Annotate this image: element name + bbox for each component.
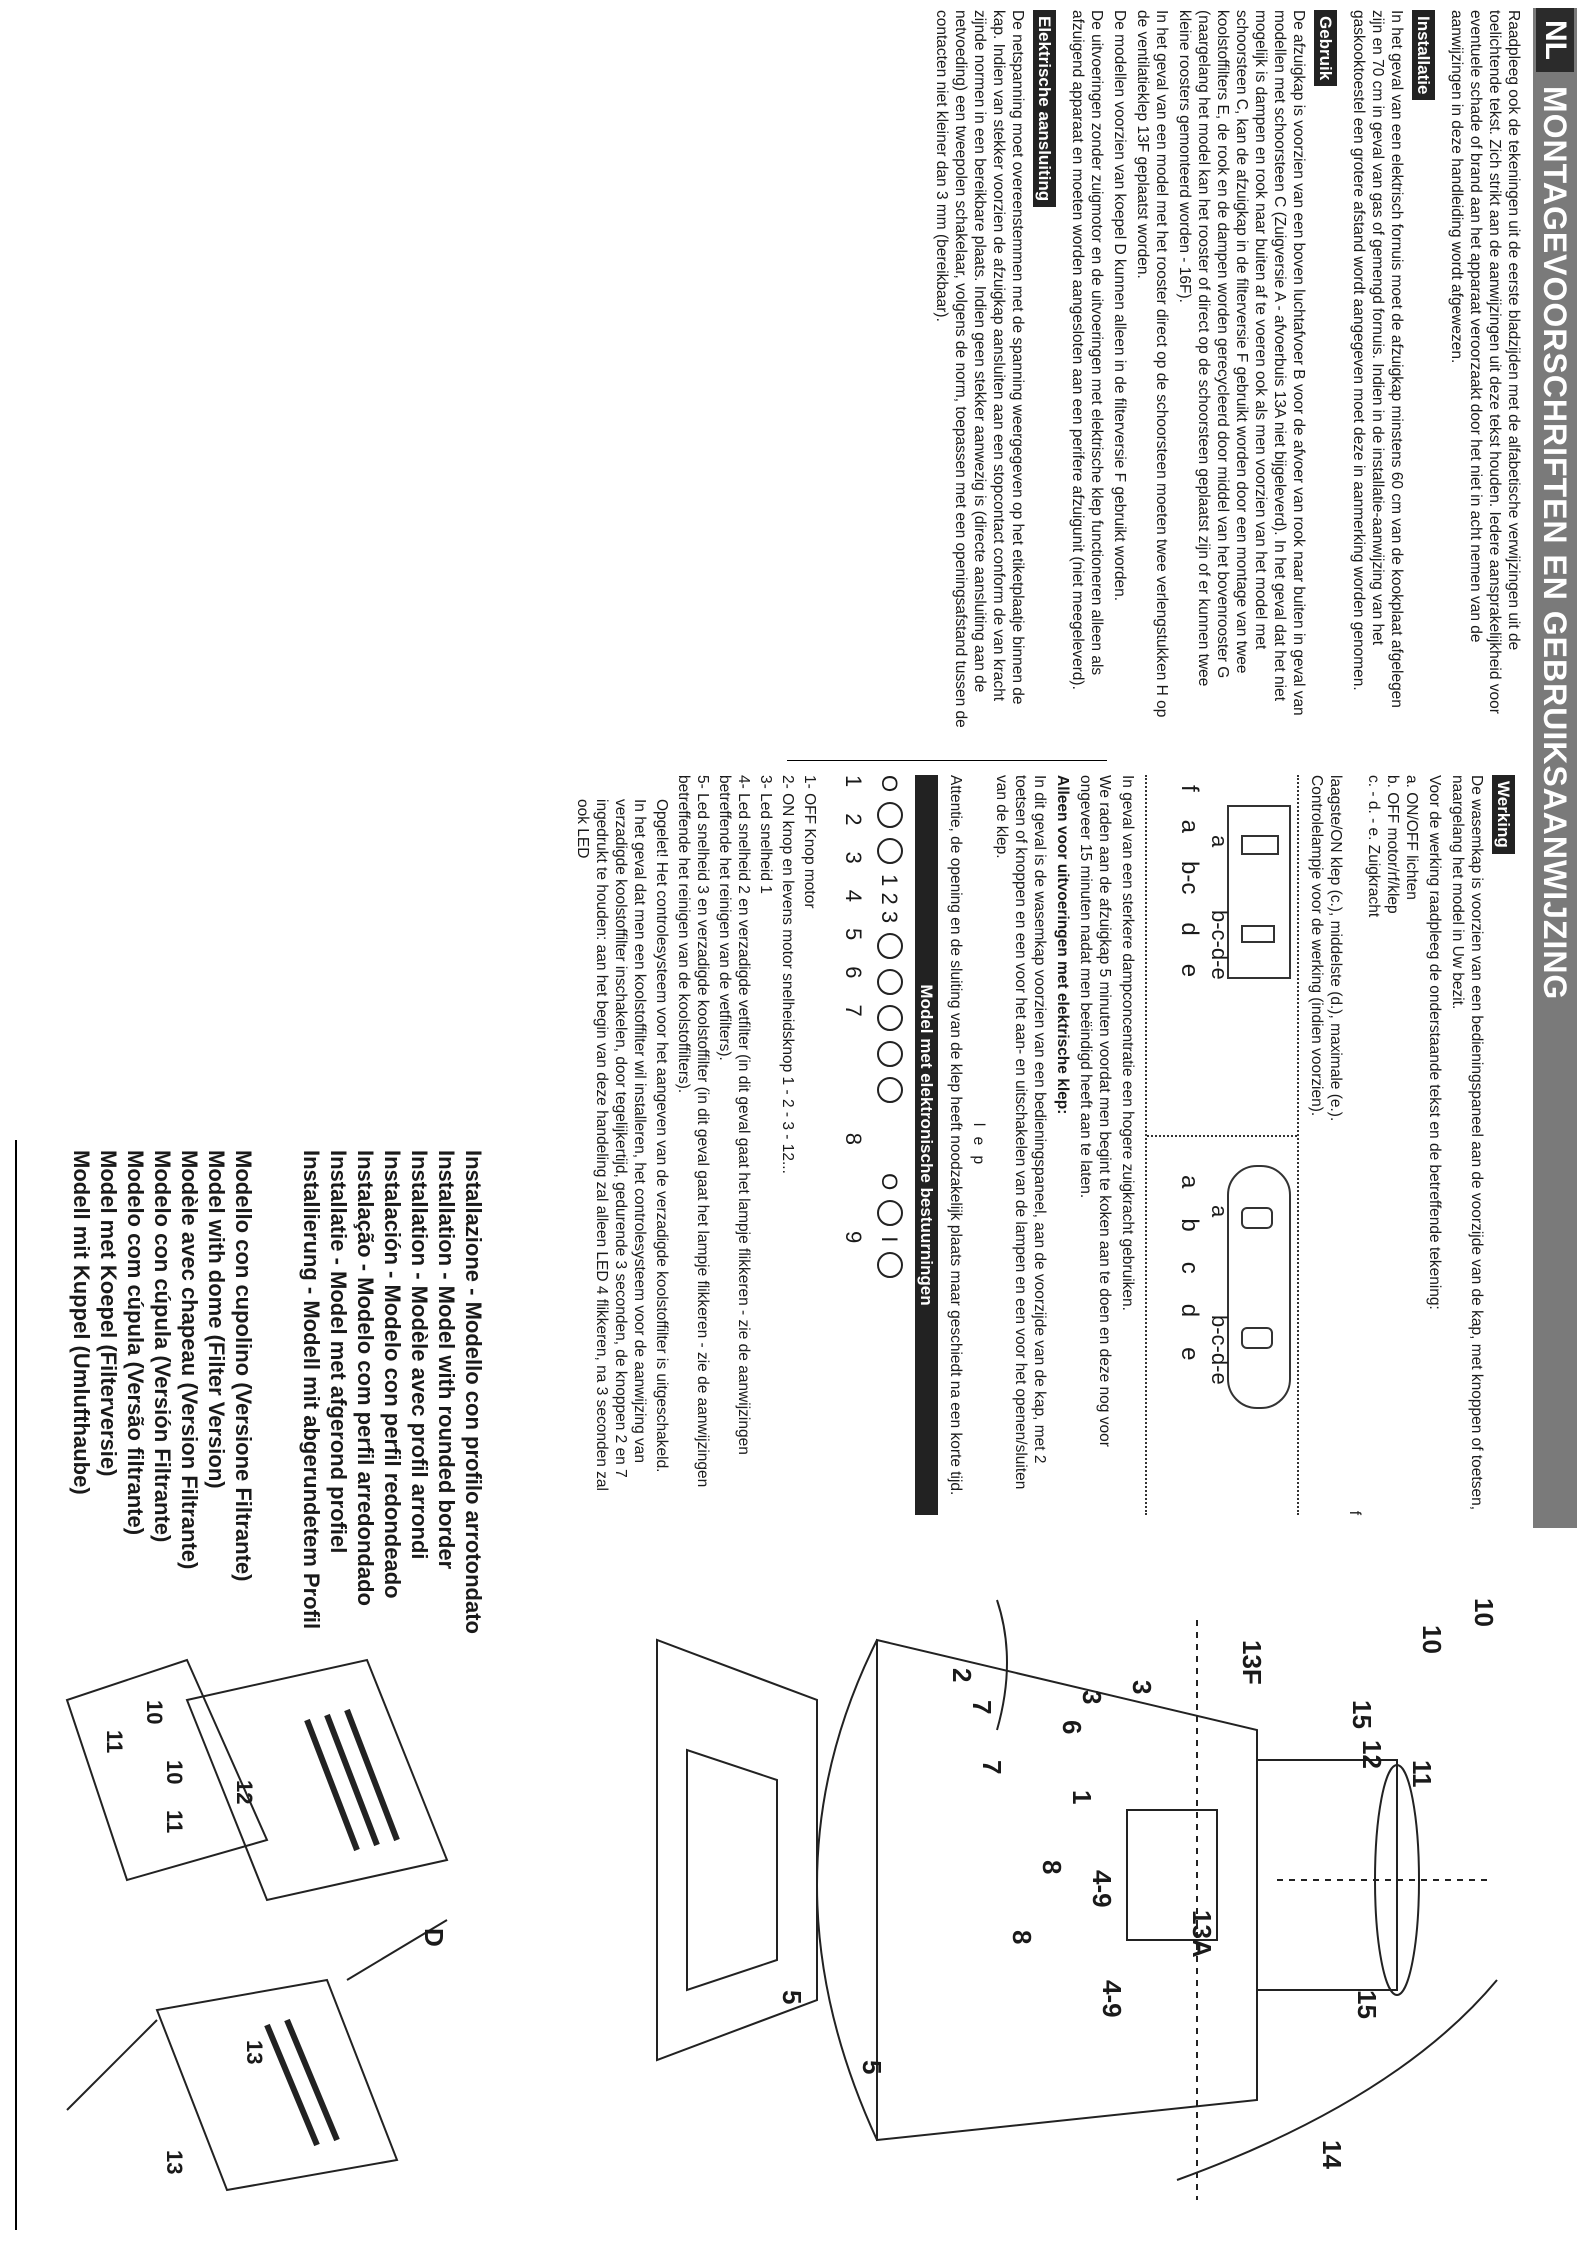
werking-item-0: a. ON/OFF lichten xyxy=(1403,775,1420,900)
klep-tail: Attentie, de opening en de sluiting van de klep heeft noodzakelijk plaats maar geschiedt na een korte tijd. xyxy=(947,775,964,1496)
ctrl-button-icon xyxy=(877,1252,903,1278)
callout-8: 8 xyxy=(1007,1930,1037,1945)
knob-label-d: d xyxy=(1176,922,1203,936)
ctrl-button-icon xyxy=(877,1041,903,1067)
knob-label-r-c: c xyxy=(1176,1261,1203,1274)
installatie-heading: Installatie xyxy=(1412,10,1435,100)
control-panel-diagram xyxy=(1145,775,1299,1515)
elektrisch-heading: Elektrische aansluiting xyxy=(1033,10,1056,207)
bottom-rule xyxy=(15,1140,17,2230)
elektronisch-heading: Model met elektronische bestuurningen xyxy=(915,775,938,1515)
callout-8: 8 xyxy=(1037,1860,1067,1875)
ctrl-item: 2- ON knop en levens motor snelheidsknop 1 - 2 - 3 - 12... xyxy=(779,775,796,1174)
ctrl-item: 3- Led snelheid 1 xyxy=(757,775,774,894)
electronic-controls-list xyxy=(573,775,819,1515)
hood-exploded-drawing xyxy=(617,1580,1517,2230)
werking-item-3: f xyxy=(1346,1510,1363,1515)
callout-15: 15 xyxy=(1352,1990,1382,2019)
installation-caption: Installazione - Modello con profilo arrotondato xyxy=(461,1150,486,1634)
ctrl-item: Opgelet! Het controlesysteem voor het aangeven van de verzadigde koolstoffilter is uitgeschakeld. xyxy=(653,799,670,1473)
callout-11: 11 xyxy=(1407,1760,1437,1788)
gebruik-p4: De uitvoeringen zonder zuigmotor en de uitvoeringen met elektrische klep functioneren alleen als afzuigend apparaat en moeten worden aangesloten aan een perifere afzuigunit (niet meegeleverd). xyxy=(1069,10,1105,690)
werking-item-5: Controlelampje voor de werking (indien voorzien). xyxy=(1308,775,1325,1117)
callout-15: 15 xyxy=(1347,1700,1377,1729)
installation-caption: Instalação - Modelo com perfil arredondado xyxy=(353,1150,378,1606)
klep-text: In dit geval is de wasemkap voorzien van een bedieningspaneel, aan de voorzijde van de kap, met 2 toetsen of knoppen en een voor het aan- en uitschakelen van de lampen en een voor het openen/sluiten van de klep. xyxy=(993,775,1048,1490)
elektrisch-text: De netspanning moet overeenstemmen met de spanning weergegeven op het etiketplaatje binnen de kap. Indien van stekker voorzien de afzuigkap aansluiten aan een stopcontact conform de van kracht zijnde normen in een bereikbare plaats. Indien geen stekker aanwezig is (directe aansluiting aan de netvoeding) een tweepolen schakelaar, volgens de norm, toepassen met een openingsafstand tussen de contacten niet kleiner dan 3 mm (bereikbaar). xyxy=(933,10,1026,728)
werking-p2: Voor de werking raadpleeg de onderstaande tekst en de betreffende tekening: xyxy=(1426,775,1443,1310)
column-left xyxy=(928,10,1523,730)
callout-6: 6 xyxy=(1057,1720,1087,1735)
installation-model-captions xyxy=(298,1150,487,1634)
klep-title: Alleen voor uitvoeringen met elektrische klep: xyxy=(1054,775,1071,1115)
knob-label-r-e: e xyxy=(1176,1347,1203,1361)
ctrl-button-icon xyxy=(877,802,903,828)
panel-left-sketch xyxy=(1227,805,1291,979)
gebruik-p1: De afzuigkap is voorzien van een boven luchtafvoer B voor de afvoer van rook naar buiten in geval van modellen met schoorsteen C (Zuigversie A - afvoerbuis 13A niet bijgeleverd). In het geval dat het niet mogelijk is dampen en rook naar buiten af te voeren ook als men voorzien van het model met schoorsteen C, kan de afzuigkap in de filterversie F gebruikt worden door een montage van twee koolstoffilters E, de rook en de dampen worden gerecycleerd door middel van het bovenrooster G (naargelang het model kan het rooster of direct op de schoorsteen geplaatst zijn of er kunnen twee kleine roosters gemonteerd worden - 16F). xyxy=(1176,10,1307,716)
dome-caption: Model with dome (Filter Version) xyxy=(204,1150,229,1489)
callout-3: 3 xyxy=(1077,1690,1107,1705)
intro-text: Raadpleeg ook de tekeningen uit de eerste bladzijden met de alfabetische verwijzingen uit de toelichtende tekst. Zich strikt aan de aanwijzingen uit deze tekst houden. Iedere aansprakelijkheid voor eventuele schade of brand aan het apparaat veroorzaakt door het niet in acht nemen van de aanwijzingen in deze handleiding wordt afgewezen. xyxy=(1448,10,1522,714)
callout-13f: 13F xyxy=(1237,1640,1267,1685)
dome-caption: Modèle avec chapeau (Version Filtrante) xyxy=(177,1150,202,1570)
ctrl-item: 5- Led snelheid 3 en verzadigde koolstoffilter (in dit geval gaat het lampje flikkeren - zie de aanwijzingen betreffende het reinigen van de koolstoffilters). xyxy=(675,775,711,1488)
dome-model-captions xyxy=(68,1150,257,1581)
dome-caption: Modell mit Kuppel (Umlufthaube) xyxy=(69,1150,94,1495)
callout-10: 10 xyxy=(162,1760,187,1785)
ctrl-num-6: 6 xyxy=(841,966,866,979)
ctrl-numbers-row xyxy=(841,775,866,1244)
ctrl-top-1: 1 2 3 xyxy=(877,874,903,924)
ctrl-num-1: 1 xyxy=(841,775,866,788)
werking-p4: We raden aan de afzuigkap 5 minuten voordat men begint te koken aan te doen en deze nog voor ongeveer 15 minuten nadat men beëindigd heeft aan te laten. xyxy=(1077,775,1113,1447)
dome-caption: Modelo con cúpula (Versión Filtrante) xyxy=(150,1150,175,1543)
callout-12: 12 xyxy=(1357,1740,1387,1769)
dome-drawing xyxy=(47,1640,487,2200)
werking-heading: Werking xyxy=(1492,775,1515,854)
werking-item-4: laagste/ON klep (c.), middelste (d.), maximale (e.). xyxy=(1327,775,1344,1122)
installation-caption: Installierung - Modell mit abgerundetem Profil xyxy=(299,1150,324,1630)
klep-spaced: l e p xyxy=(970,1122,987,1168)
dome-caption: Modello con cupolino (Versione Filtrante) xyxy=(231,1150,256,1582)
werking-p1: De wasemkap is voorzien van een bedieningspaneel aan de voorzijde van de kap, met knoppen of toetsen, naargelang het model in Uw bezit. xyxy=(1449,775,1485,1511)
installation-caption: Installation - Model with rounded border xyxy=(434,1150,459,1570)
knob-label-r-a: a xyxy=(1176,1175,1203,1189)
callout-5: 5 xyxy=(777,1990,807,2005)
callout-2: 2 xyxy=(947,1668,977,1683)
callout-13: 13 xyxy=(162,2150,187,2175)
werking-item-1: b. OFF motor/rf/klep xyxy=(1384,775,1401,914)
gebruik-p3: De modellen voorzien van koepel D kunnen alleen in de filterversie F gebruikt worden. xyxy=(1111,10,1128,602)
callout-7: 7 xyxy=(967,1700,997,1715)
werking-item-2: c. - d. - e. Zuigkracht xyxy=(1365,775,1382,918)
callout-1: 1 xyxy=(1067,1790,1097,1805)
ctrl-num-7: 7 xyxy=(841,1004,866,1017)
electronic-controls-diagram xyxy=(819,775,909,1515)
dome-caption: Modelo com cúpula (Versão filtrante) xyxy=(123,1150,148,1536)
ctrl-top-2: O xyxy=(877,1173,903,1191)
ctrl-item: 1- OFF Knop motor xyxy=(801,775,818,909)
language-badge: NL xyxy=(1536,8,1574,72)
page-title: MONTAGEVOORSCHRIFTEN EN GEBRUIKSAANWIJZING xyxy=(1537,86,1574,1001)
ctrl-item: 4- Led snelheid 2 en verzadigde vetfilter (in dit geval gaat het lampje flikkeren - zie de aanwijzingen betreffende het reinigen van de vetfilters). xyxy=(716,775,752,1455)
knob-label-r-b: b xyxy=(1176,1218,1203,1232)
callout-7: 7 xyxy=(977,1760,1007,1775)
ctrl-button-icon xyxy=(877,1077,903,1103)
ctrl-top-3: I xyxy=(877,1236,903,1243)
werking-p3: In geval van een sterkere dampconcentratie een hogere zuigkracht gebruiken. xyxy=(1119,775,1136,1311)
installation-caption: Instalación - Modelo con perfil redondeado xyxy=(380,1150,405,1599)
callout-11: 11 xyxy=(162,1810,187,1834)
column-middle xyxy=(570,775,1523,1515)
callout-12: 12 xyxy=(232,1780,257,1805)
ctrl-num-9: 9 xyxy=(841,1231,866,1244)
installation-caption: Installatie - Model met afgerond profiel xyxy=(326,1150,351,1554)
ctrl-num-3: 3 xyxy=(841,851,866,864)
dome-caption: Model met Koepel (Filterversie) xyxy=(96,1150,121,1477)
panel-left-label-a: a xyxy=(1207,835,1232,848)
knob-label-f: f xyxy=(1176,785,1203,792)
knob-label-e: e xyxy=(1176,963,1203,978)
callout-3: 3 xyxy=(1127,1680,1157,1695)
knob-row-right xyxy=(1176,1175,1203,1361)
knob-label-a: a xyxy=(1176,819,1203,834)
ctrl-button-icon xyxy=(877,1200,903,1226)
knob-label-bc: b-c xyxy=(1176,861,1203,895)
ctrl-button-icon xyxy=(877,969,903,995)
ctrl-num-8: 8 xyxy=(841,1132,866,1145)
ctrl-button-icon xyxy=(877,838,903,864)
ctrl-item: In het geval dat men een koolstoffilter wil installeren, het controlesysteem voor de aanwijzing van verzadigde koolstoffilter inschakelen, door tegelijkertijd, gedurende 3 seconden, de knoppen 2 en 7 ingedrukt te houden: aan het begin van deze handeling zal alleen LED 4 flikkeren, na 3 seconden zal ook LED xyxy=(574,799,648,1491)
callout-d: D xyxy=(419,1928,449,1947)
knob-label-r-d: d xyxy=(1176,1303,1203,1318)
callout-10: 10 xyxy=(1417,1625,1447,1654)
panel-right-label-bcde: b-c-d-e xyxy=(1207,1315,1232,1385)
ctrl-num-4: 4 xyxy=(841,889,866,902)
callout-13: 13 xyxy=(242,2040,267,2065)
ctrl-num-5: 5 xyxy=(841,928,866,941)
gebruik-p2: In het geval van een model met het rooster direct op de schoorsteen moeten twee verlengstukken H op de ventilatieklep 13F geplaatst worden. xyxy=(1134,10,1170,718)
callout-13a: 13A xyxy=(1187,1910,1217,1958)
callout-11: 11 xyxy=(102,1730,127,1754)
installation-caption: Installation - Modèle avec profil arrondi xyxy=(407,1150,432,1560)
callout-10: 10 xyxy=(1469,1598,1499,1627)
callout-4-9: 4-9 xyxy=(1087,1870,1117,1908)
panel-right-label-a: a xyxy=(1207,1205,1232,1218)
panel-left-label-bcde: b-c-d-e xyxy=(1207,910,1232,980)
callout-14: 14 xyxy=(1317,2140,1347,2169)
knob-row-left xyxy=(1176,785,1203,978)
callout-10: 10 xyxy=(142,1700,167,1725)
installatie-text: In het geval van een elektrisch fornuis moet de afzuigkap minstens 60 cm van de kookplaat afgelegen zijn en 70 cm in geval van gas of gemengd fornuis. Indien in de installatie-aanwijzing van het gaskooktoestel een grotere afstand wordt aangegeven moet deze in aanmerking worden genomen. xyxy=(1350,10,1405,708)
gebruik-heading: Gebruik xyxy=(1314,10,1337,86)
panel-right-sketch xyxy=(1227,1165,1291,1409)
ctrl-num-2: 2 xyxy=(841,813,866,826)
callout-4-9: 4-9 xyxy=(1097,1980,1127,2018)
ctrl-button-icon xyxy=(877,1005,903,1031)
title-bar xyxy=(1533,8,1577,1528)
ctrl-top-0: O xyxy=(877,775,903,793)
column-divider xyxy=(787,760,1107,761)
ctrl-button-icon xyxy=(877,933,903,959)
callout-5: 5 xyxy=(857,2060,887,2075)
